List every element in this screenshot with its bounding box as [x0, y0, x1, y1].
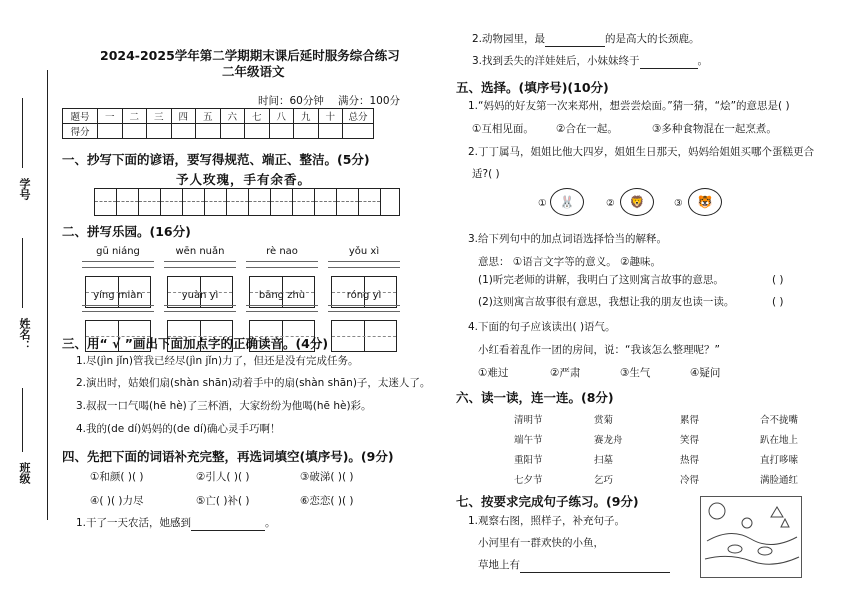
score-table [62, 108, 374, 139]
fill-sentence-1 [76, 516, 276, 531]
student-id-label: 学号 [18, 178, 31, 200]
pinyin-text: wēn nuǎn [175, 246, 225, 257]
score-cell[interactable] [343, 124, 374, 139]
section-5-heading: 五、选择。(填序号)(10分) [456, 80, 609, 95]
s5-q3-sentence-1: (1)听完老师的讲解，我明白了这则寓言故事的意思。 [478, 274, 724, 286]
time-label: 时间：60分钟 [258, 95, 324, 107]
table-cell: 一 [98, 109, 123, 124]
score-cell[interactable] [122, 124, 147, 139]
score-cell[interactable] [171, 124, 196, 139]
cake-label-3: ③ [674, 198, 683, 209]
s5-question-2-cont: 适?( ) [472, 168, 500, 180]
table-cell: 五 [196, 109, 221, 124]
fill-text: 草地上有 [478, 559, 520, 571]
score-table-score-row [63, 124, 374, 139]
s5-question-4: 4.下面的句子应该读出( )语气。 [468, 321, 616, 333]
table-cell: 六 [220, 109, 245, 124]
score-cell[interactable] [98, 124, 123, 139]
sentence-text: 。 [697, 55, 709, 67]
idiom-2[interactable]: ②引人( )( ) [196, 471, 250, 483]
answer-blank[interactable] [640, 54, 698, 69]
pinyin-text: bāng zhù [258, 290, 306, 301]
section-3-heading: 三、用“ √ ”画出下面加点字的正确读音。(4分) [62, 336, 329, 351]
rabbit-cake-icon[interactable]: 🐰 [550, 188, 584, 216]
section-2-heading: 二、拼写乐园。(16分) [62, 224, 191, 239]
sentence-text: 1.干了一天农活，她感到 [76, 517, 192, 529]
table-cell: 四 [171, 109, 196, 124]
pinyin-text: róng yì [346, 290, 382, 301]
tiger-cake-icon[interactable]: 🐯 [688, 188, 722, 216]
idiom-4[interactable]: ④( )( )力尽 [90, 495, 144, 507]
s5-q4-sentence: 小红看着乱作一团的房间，说：“我该怎么整理呢？” [478, 344, 720, 356]
match-col-3-item[interactable]: 热得 [680, 455, 700, 466]
match-col-1-item[interactable]: 清明节 [514, 415, 543, 426]
sentence-text: 3.找到丢失的洋娃娃后，小妹妹终于 [472, 55, 640, 67]
s5-q1-option-3[interactable]: ③多种食物混在一起烹煮。 [652, 123, 777, 135]
pinyin-box[interactable] [82, 246, 154, 280]
section-1-heading: 一、抄写下面的谚语，要写得规范、端正、整洁。(5分) [62, 152, 370, 167]
table-cell: 题号 [63, 109, 98, 124]
s7-example [478, 536, 604, 550]
match-col-1-item[interactable]: 七夕节 [514, 475, 543, 486]
answer-paren[interactable]: ( ) [772, 296, 784, 308]
binding-line [47, 70, 48, 520]
match-col-4-item[interactable]: 合不拢嘴 [760, 415, 799, 426]
s7-fill-line [478, 558, 670, 573]
s5-q4-option-2[interactable]: ②严肃 [550, 367, 581, 379]
s5-question-1: 1.“妈妈的好友第一次来郑州，想尝尝烩面。”猜一猜，“烩”的意思是( ) [468, 100, 790, 112]
class-line [22, 388, 23, 452]
pinyin-text: yuàn yì [181, 290, 219, 301]
s5-question-3: 3.给下列句中的加点词语选择恰当的解释。 [468, 233, 668, 245]
idiom-3[interactable]: ③破涕( )( ) [300, 471, 354, 483]
table-cell: 七 [245, 109, 270, 124]
s5-q4-option-1[interactable]: ①难过 [478, 367, 509, 379]
fill-sentence-2 [472, 32, 700, 47]
subject-title: 二年级语文 [222, 64, 285, 79]
match-col-3-item[interactable]: 笑得 [680, 435, 700, 446]
score-cell[interactable] [318, 124, 343, 139]
match-col-3-item[interactable]: 累得 [680, 415, 700, 426]
s3-question-4[interactable]: 4.我的(de dí)妈妈的(de dí)确心灵手巧啊！ [76, 423, 281, 435]
score-cell[interactable] [294, 124, 319, 139]
answer-blank[interactable] [545, 32, 605, 47]
s5-q3-meanings: 意思： ①语言文字等的意义。 ②趣味。 [478, 256, 662, 268]
match-col-2-item[interactable]: 赛龙舟 [594, 435, 623, 446]
s5-q4-option-4[interactable]: ④疑问 [690, 367, 721, 379]
score-table-header-row [63, 109, 374, 124]
s7-question-1: 1.观察右图，照样子，补充句子。 [468, 515, 626, 527]
sentence-text: 2.动物园里，最 [472, 33, 546, 45]
pinyin-box[interactable] [164, 246, 236, 280]
match-col-2-item[interactable]: 扫墓 [594, 455, 614, 466]
answer-blank[interactable] [520, 558, 670, 573]
pinyin-box[interactable] [246, 246, 318, 280]
sentence-text: 的是高大的长颈鹿。 [605, 33, 700, 45]
idiom-6[interactable]: ⑥恋恋( )( ) [300, 495, 354, 507]
score-cell[interactable] [220, 124, 245, 139]
page-title: 2024-2025学年第二学期期末课后延时服务综合练习 [100, 48, 400, 63]
match-col-3-item[interactable]: 冷得 [680, 475, 700, 486]
pinyin-box[interactable] [328, 246, 400, 280]
proverb-text: 予人玫瑰，手有余香。 [176, 172, 312, 187]
score-cell[interactable] [196, 124, 221, 139]
cake-label-1: ① [538, 198, 547, 209]
table-cell: 得分 [63, 124, 98, 139]
table-cell: 三 [147, 109, 172, 124]
s3-question-3[interactable]: 3.叔叔一口气喝(hē hè)了三杯酒，大家纷纷为他喝(hē hè)彩。 [76, 400, 372, 412]
student-id-line [22, 98, 23, 168]
match-col-4-item[interactable]: 满脸通红 [760, 475, 799, 486]
match-col-2-item[interactable]: 赏菊 [594, 415, 614, 426]
section-6-heading: 六、读一读，连一连。(8分) [456, 390, 614, 405]
score-cell[interactable] [147, 124, 172, 139]
score-label: 满分：100分 [338, 95, 401, 107]
table-cell: 二 [122, 109, 147, 124]
fill-sentence-3 [472, 54, 708, 69]
score-cell[interactable] [245, 124, 270, 139]
example-text: 小河里有一群欢快的小鱼， [478, 537, 604, 549]
scene-illustration [700, 496, 802, 578]
name-line [22, 238, 23, 308]
match-col-1-item[interactable]: 重阳节 [514, 455, 543, 466]
section-4-heading: 四、先把下面的词语补充完整，再选词填空(填序号)。(9分) [62, 449, 394, 464]
s5-question-2: 2.丁丁属马，姐姐比他大四岁，姐姐生日那天，妈妈给姐姐买哪个蛋糕更合 [468, 146, 815, 158]
idiom-1[interactable]: ①和颜( )( ) [90, 471, 144, 483]
pinyin-box[interactable] [82, 290, 154, 324]
s5-q3-sentence-2: (2)这则寓言故事很有意思，我想让我的朋友也读一读。 [478, 296, 735, 308]
pinyin-text: gū niáng [96, 246, 140, 257]
idiom-5[interactable]: ⑤亡( )补( ) [196, 495, 250, 507]
answer-paren[interactable]: ( ) [772, 274, 784, 286]
match-col-1-item[interactable]: 端午节 [514, 435, 543, 446]
pinyin-box[interactable] [164, 290, 236, 324]
s5-q1-option-2[interactable]: ②合在一起。 [556, 123, 618, 135]
table-cell: 十 [318, 109, 343, 124]
pinyin-text: yǒu xì [348, 246, 380, 257]
score-cell[interactable] [269, 124, 294, 139]
s3-question-2[interactable]: 2.演出时，姑娘们扇(shàn shān)动着手中的扇(shàn shān)子，太迷人了。 [76, 377, 431, 389]
table-cell: 八 [269, 109, 294, 124]
table-cell: 总分 [343, 109, 374, 124]
pinyin-text: yíng miàn [93, 290, 143, 301]
match-col-2-item[interactable]: 乞巧 [594, 475, 614, 486]
pinyin-text: rè nao [266, 246, 298, 257]
match-col-4-item[interactable]: 趴在地上 [760, 435, 799, 446]
cake-label-2: ② [606, 198, 615, 209]
copy-grid[interactable] [94, 188, 400, 216]
name-label: 姓名： [18, 318, 31, 351]
section-7-heading: 七、按要求完成句子练习。(9分) [456, 494, 639, 509]
answer-blank[interactable] [191, 516, 265, 531]
match-col-4-item[interactable]: 直打哆嗦 [760, 455, 799, 466]
pinyin-box[interactable] [246, 290, 318, 324]
s5-q1-option-1[interactable]: ①互相见面。 [472, 123, 534, 135]
pinyin-box[interactable] [328, 290, 400, 324]
class-label: 班级 [18, 462, 31, 484]
s3-question-1[interactable]: 1.尽(jìn jǐn)管我已经尽(jìn jǐn)力了，但还是没有完成任务。 [76, 355, 359, 367]
lion-cake-icon[interactable]: 🦁 [620, 188, 654, 216]
sentence-text: 。 [265, 517, 276, 529]
s5-q4-option-3[interactable]: ③生气 [620, 367, 651, 379]
table-cell: 九 [294, 109, 319, 124]
